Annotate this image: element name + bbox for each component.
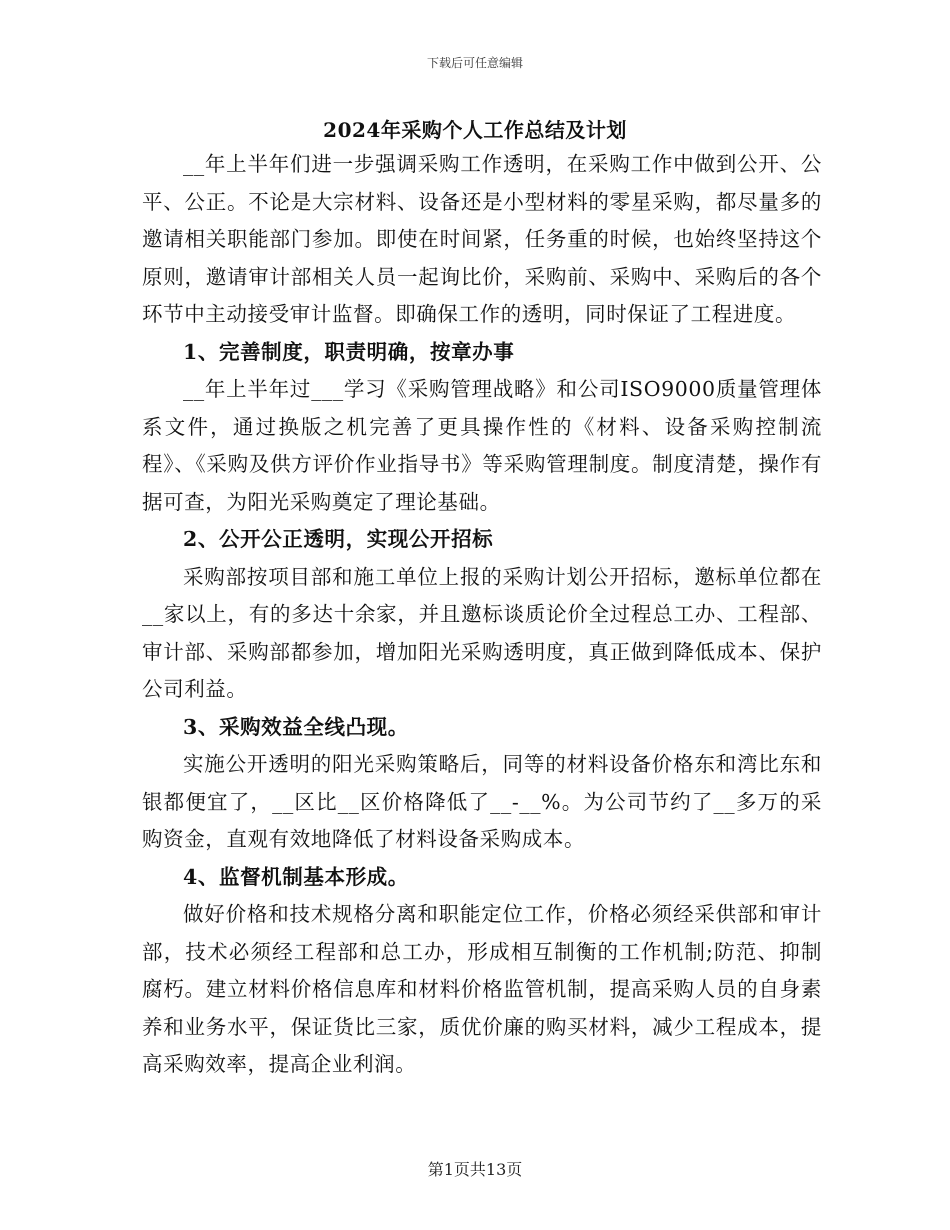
section-paragraph-3: 实施公开透明的阳光采购策略后，同等的材料设备价格东和湾比东和银都便宜了，__区比__区价格降低了__-__%。为公司节约了__多万的采购资金，直观有效地降低了材料设备采购成本。 <box>142 752 822 851</box>
document-body <box>142 146 822 1084</box>
section-heading-1: 1、完善制度，职责明确，按章办事 <box>183 339 515 364</box>
intro-paragraph: __年上半年们进一步强调采购工作透明，在采购工作中做到公开、公平、公正。不论是大宗材料、设备还是小型材料的零星采购，都尽量多的邀请相关职能部门参加。即使在时间紧，任务重的时候，也始终坚持这个原则，邀请审计部相关人员一起询比价，采购前、采购中、采购后的各个环节中主动接受审计监督。即确保工作的透明，同时保证了工程进度。 <box>142 152 822 326</box>
document-title: 2024年采购个人工作总结及计划 <box>323 118 627 142</box>
section-heading-3: 3、采购效益全线凸现。 <box>183 714 409 739</box>
header-note: 下载后可任意编辑 <box>426 56 523 70</box>
section-paragraph-2: 采购部按项目部和施工单位上报的采购计划公开招标，邀标单位都在__家以上，有的多达十余家，并且邀标谈质论价全过程总工办、工程部、审计部、采购部都参加，增加阳光采购透明度，真正做到降低成本、保护公司利益。 <box>142 564 822 701</box>
section-paragraph-1: __年上半年过___学习《采购管理战略》和公司ISO9000质量管理体系文件，通过换版之机完善了更具操作性的《材料、设备采购控制流程》、《采购及供方评价作业指导书》等采购管理制度。制度清楚，操作有据可查，为阳光采购奠定了理论基础。 <box>142 377 822 514</box>
section-heading-4: 4、监督机制基本形成。 <box>183 864 409 889</box>
section-paragraph-4: 做好价格和技术规格分离和职能定位工作，价格必须经采供部和审计部，技术必须经工程部和总工办，形成相互制衡的工作机制;防范、抑制腐朽。建立材料价格信息库和材料价格监管机制，提高采购人员的自身素养和业务水平，保证货比三家，质优价廉的购买材料，减少工程成本，提高采购效率，提高企业利润。 <box>142 902 822 1076</box>
page-number: 第1页共13页 <box>427 1160 523 1179</box>
section-heading-2: 2、公开公正透明，实现公开招标 <box>183 527 494 551</box>
